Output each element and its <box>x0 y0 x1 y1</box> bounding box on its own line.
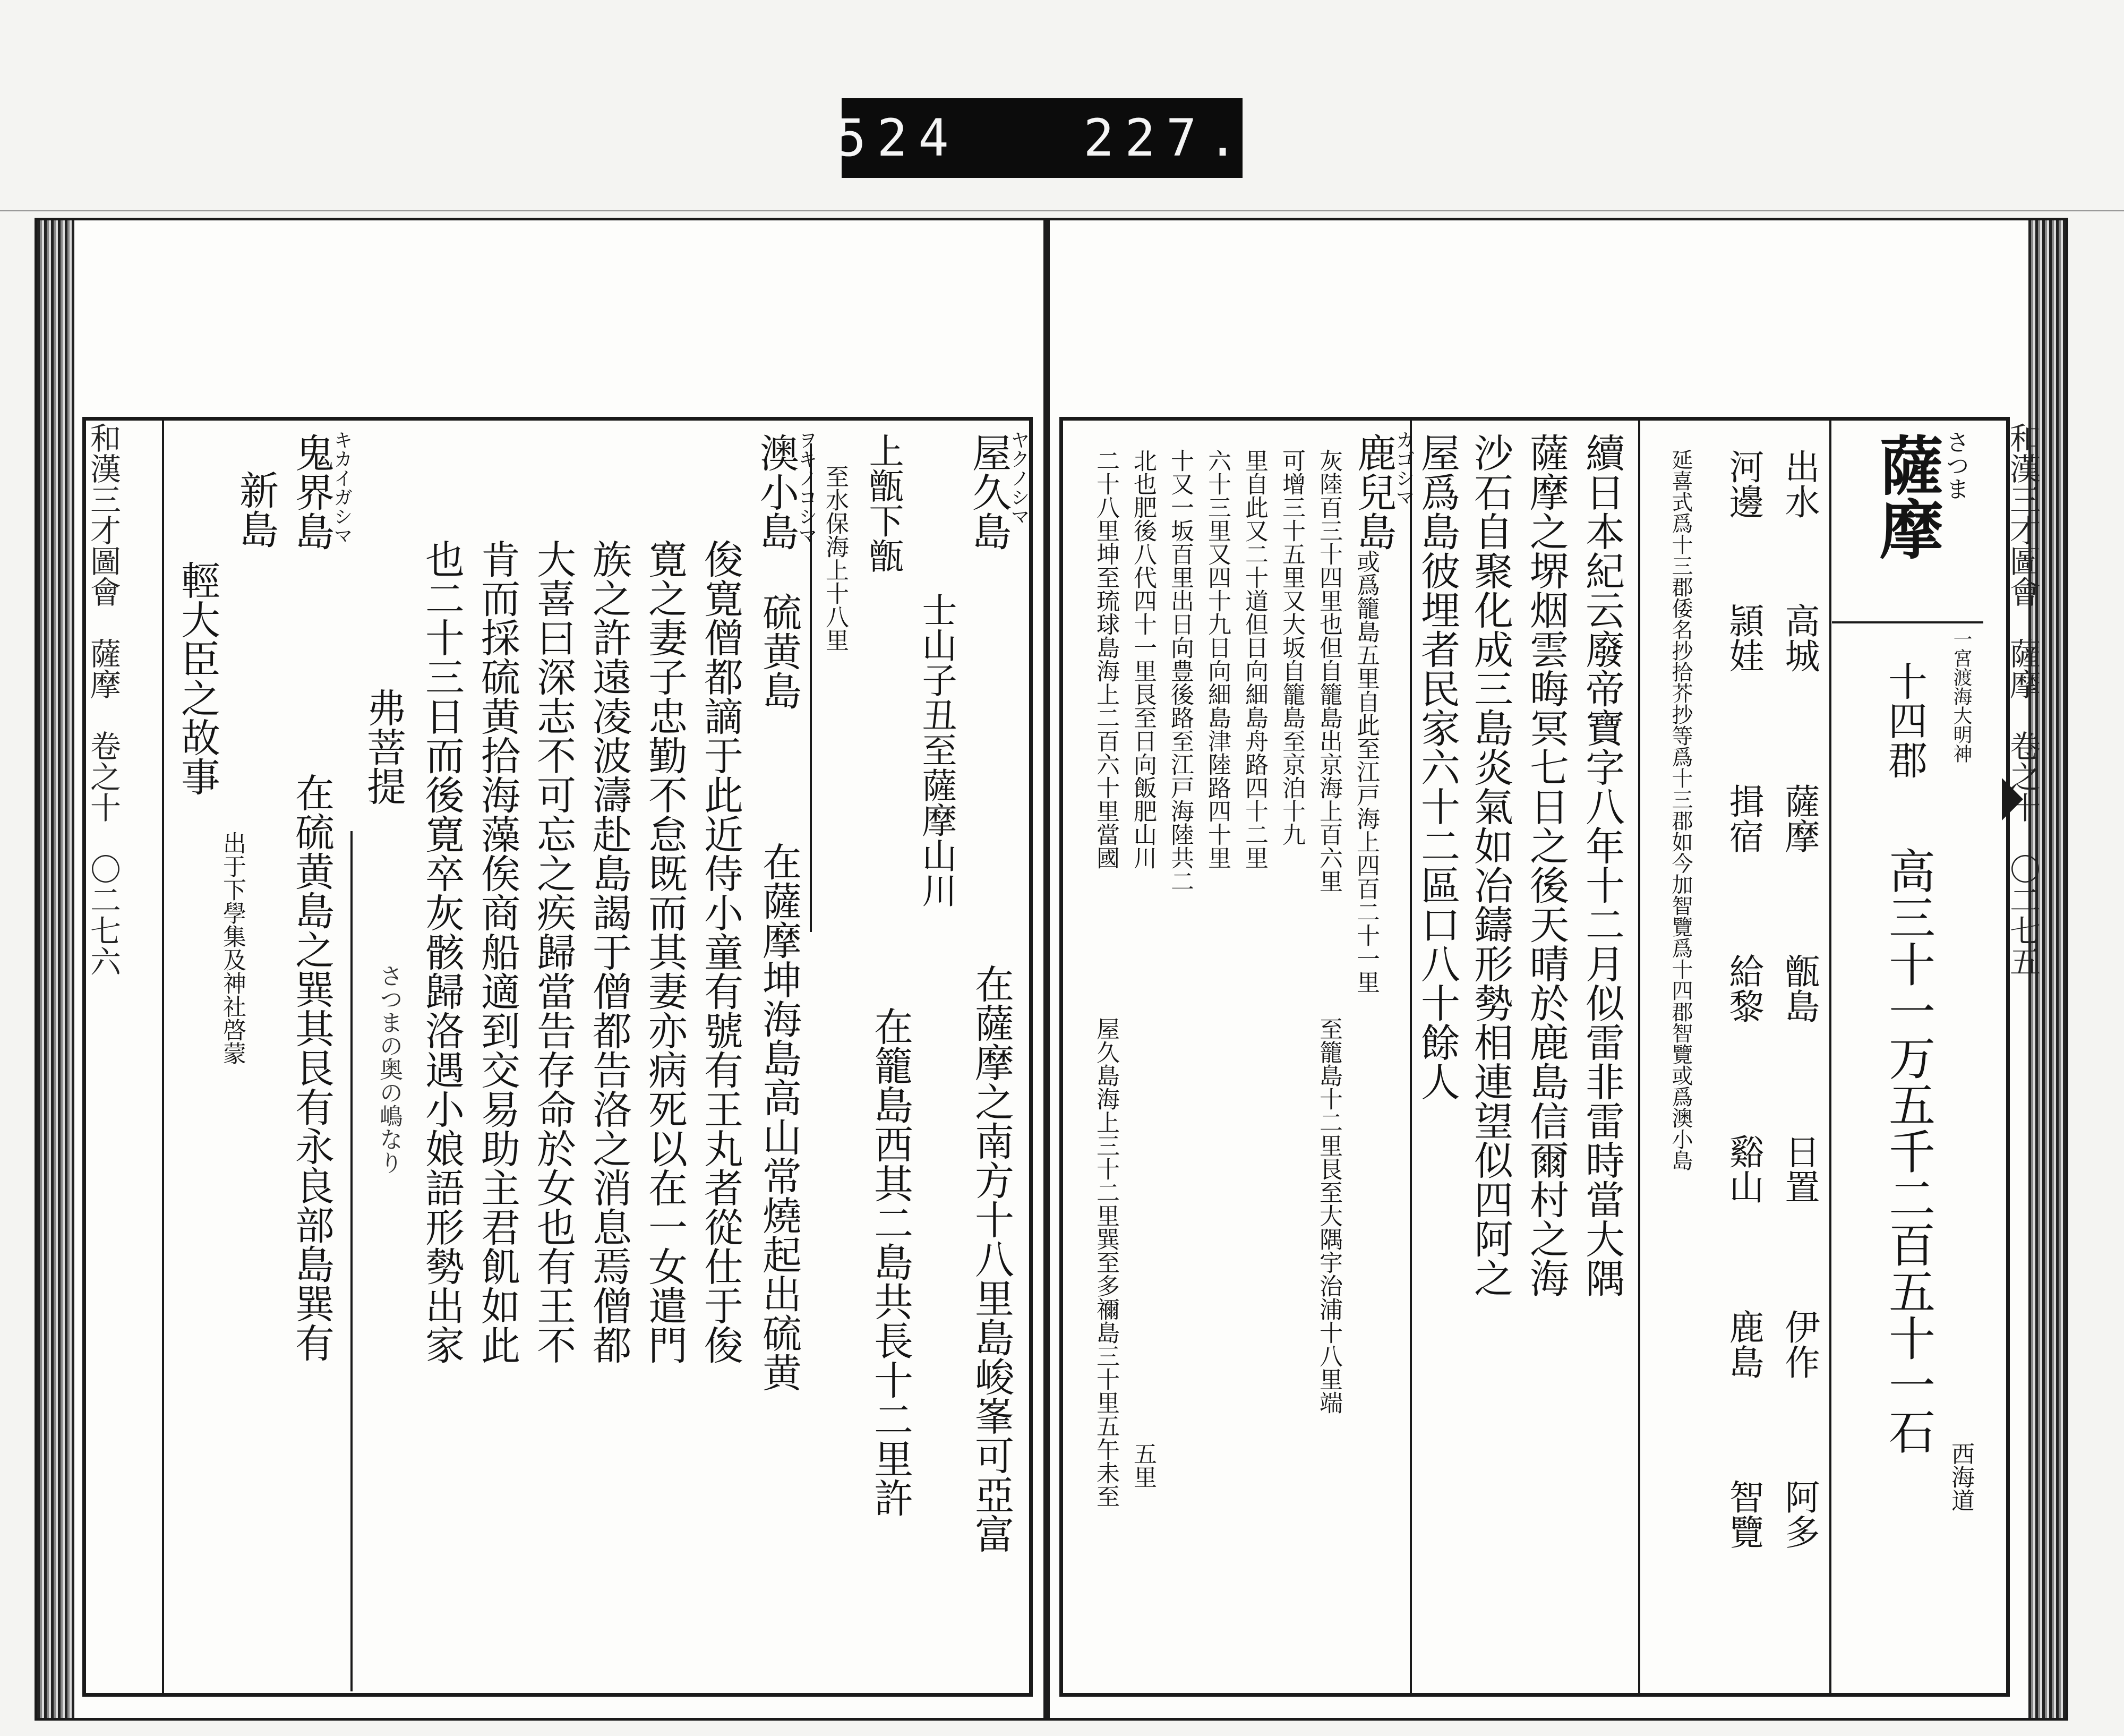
route-line-6: 十又一坂百里出日向豊後路至江戸海陸共二 <box>1167 449 1194 893</box>
kikai-line-1: 在硫黄島之巽其艮有永良部島巽有 <box>289 773 335 1362</box>
district-12: 鹿島 <box>1723 1309 1764 1379</box>
iodine-line-1: 在薩摩坤海島高山常燒起出硫黄 <box>756 842 802 1392</box>
entry-okinokoshima-title: 澳小島 <box>753 433 799 551</box>
iodine-island-title: 硫黄島 <box>756 592 802 710</box>
iodine-line-3: 寛之妻子忠勤不怠既而其妻亦病死以在一女遣門 <box>642 539 688 1364</box>
karunooomi-source: 出于下學集及神社啓蒙 <box>219 831 246 1065</box>
right-rule-title <box>1832 621 1983 623</box>
route-line-1: 或爲籠島五里自此至江戸海上四百二十一里 <box>1352 550 1380 994</box>
film-label-right: 227. <box>1083 108 1249 168</box>
province-reading: さつま <box>1942 430 1969 500</box>
right-rule-3 <box>1410 421 1412 1695</box>
film-label <box>835 98 1249 178</box>
district-4: 日置 <box>1779 1134 1820 1204</box>
entry-niijima-title: 新島 <box>233 470 279 549</box>
right-rule-2 <box>1638 421 1640 1695</box>
book-gutter <box>1043 220 1050 1718</box>
route-line-9: 至籠島十二里艮至大隅宇治浦十八里端 <box>1315 1017 1342 1414</box>
history-line-2: 薩摩之堺烟雲晦冥七日之後天晴於鹿島信爾村之海 <box>1523 433 1569 1297</box>
yakushima-line-1: 士山子丑至薩摩山川 <box>916 592 957 908</box>
left-rule-3 <box>350 831 353 1691</box>
iodine-line-8: 弗菩提 <box>361 688 406 806</box>
history-line-4: 屋爲島彼埋者民家六十二區口八十餘人 <box>1415 433 1460 1101</box>
circuit-label: 西海道 <box>1947 1442 1974 1512</box>
entry-kikaigashima-reading: キカイガシマ <box>331 430 353 545</box>
route-line-4: 里自此又二十道但日向細島舟路四十二里 <box>1241 449 1268 869</box>
book-spread <box>35 218 2068 1721</box>
district-7: 河邊 <box>1723 449 1764 519</box>
route-line-3: 可增三十五里又大坂自籠島至京泊十九 <box>1278 449 1305 846</box>
left-page-edge <box>37 220 74 1718</box>
entry-kikaigashima-title: 鬼界島 <box>289 433 335 551</box>
district-count: 十四郡 <box>1882 661 1928 779</box>
iodine-line-2: 俊寛僧都謫于此近侍小童有號有王丸者從仕于俊 <box>698 539 743 1364</box>
district-8: 頴娃 <box>1723 603 1764 673</box>
route-line-5: 六十三里又四十九日向細島津陸路四十里 <box>1204 449 1231 869</box>
district-9: 揖宿 <box>1723 783 1764 853</box>
district-0: 出水 <box>1779 449 1820 519</box>
district-5: 伊作 <box>1779 1309 1820 1379</box>
history-line-3: 沙石自聚化成三島炎氣如冶鑄形勢相連望似四阿之 <box>1468 433 1513 1297</box>
iodine-line-7: 也二十三日而後寛卒灰骸歸洛遇小娘語形勢出家 <box>419 539 465 1364</box>
engi-note: 延喜式爲十三郡倭名抄拾芥抄等爲十三郡如今加智覽爲十四郡智覽或爲澳小島 <box>1668 449 1693 1171</box>
district-3: 甑島 <box>1779 953 1820 1023</box>
province-title: 薩摩 <box>1869 433 1944 560</box>
yakushima-line-2: 上甑下甑 <box>863 433 904 573</box>
route-line-2: 灰陸百三十四里也但自籠島出京海上百六里 <box>1315 449 1342 893</box>
entry-yakushima-reading: ヤクノシマ <box>1008 430 1030 526</box>
iodine-line-6: 肯而採硫黄拾海藻俟商船適到交易助主君飢如此 <box>475 539 520 1364</box>
district-11: 谿山 <box>1723 1134 1764 1204</box>
entry-okinokoshima-reading: ヲキノコシマ <box>795 430 817 545</box>
scan-line <box>0 210 2124 211</box>
district-10: 給黎 <box>1723 953 1764 1023</box>
right-margin-label: 和漢三才圖會 薩摩 卷之十 〇二七五 <box>2005 422 2041 977</box>
kagoshima-reading: カゴシマ <box>1393 430 1415 507</box>
shrine-note: 一宮渡海大明神 <box>1950 629 1972 763</box>
fish-tail-mark <box>2002 778 2023 820</box>
rice-yield: 高三十一万五千二百五十一石 <box>1881 847 1936 1455</box>
district-2: 薩摩 <box>1779 783 1820 853</box>
district-1: 高城 <box>1779 603 1820 673</box>
district-6: 阿多 <box>1779 1479 1820 1549</box>
kagoshima-title: 鹿兒島 <box>1351 433 1397 551</box>
left-margin-label: 和漢三才圖會 薩摩 卷之十 〇二七六 <box>85 422 121 977</box>
district-13: 智覽 <box>1723 1479 1764 1549</box>
entry-yakushima-title: 屋久島 <box>966 433 1012 551</box>
iodine-line-5: 大喜曰深志不可忘之疾歸當告存命於女也有王不 <box>530 539 576 1364</box>
handwritten-note: さつまの奥の嶋なり <box>375 964 402 1174</box>
entry-karunooomi-title: 輕大臣之故事 <box>175 560 220 796</box>
left-rule-1 <box>162 421 164 1695</box>
iodine-line-4: 族之許遠凌波濤赴島謁于僧都告洛之消息焉僧都 <box>586 539 632 1364</box>
route-line-10: 屋久島海上三十二里巽至多禰島三十里五午未至 <box>1092 1017 1119 1508</box>
yakushima-line-5: 在籠島西其二島共長十二里許 <box>868 1006 913 1517</box>
film-label-left: 524 <box>835 108 960 168</box>
right-rule-1 <box>1829 421 1831 1695</box>
route-line-8: 二十八里坤至琉球島海上二百六十里當國 <box>1092 449 1119 869</box>
route-line-7: 北也肥後八代四十一里艮至日向飯肥山川 <box>1129 449 1157 869</box>
yakushima-line-4: 在薩摩之南方十八里島峻峯可亞富 <box>969 964 1014 1553</box>
history-line-1: 續日本紀云廢帝寶字八年十二月似雷非雷時當大隅 <box>1579 433 1625 1297</box>
yakushima-line-3: 至水保海上十八里 <box>821 465 849 652</box>
route-line-11: 五里 <box>1129 1442 1157 1489</box>
